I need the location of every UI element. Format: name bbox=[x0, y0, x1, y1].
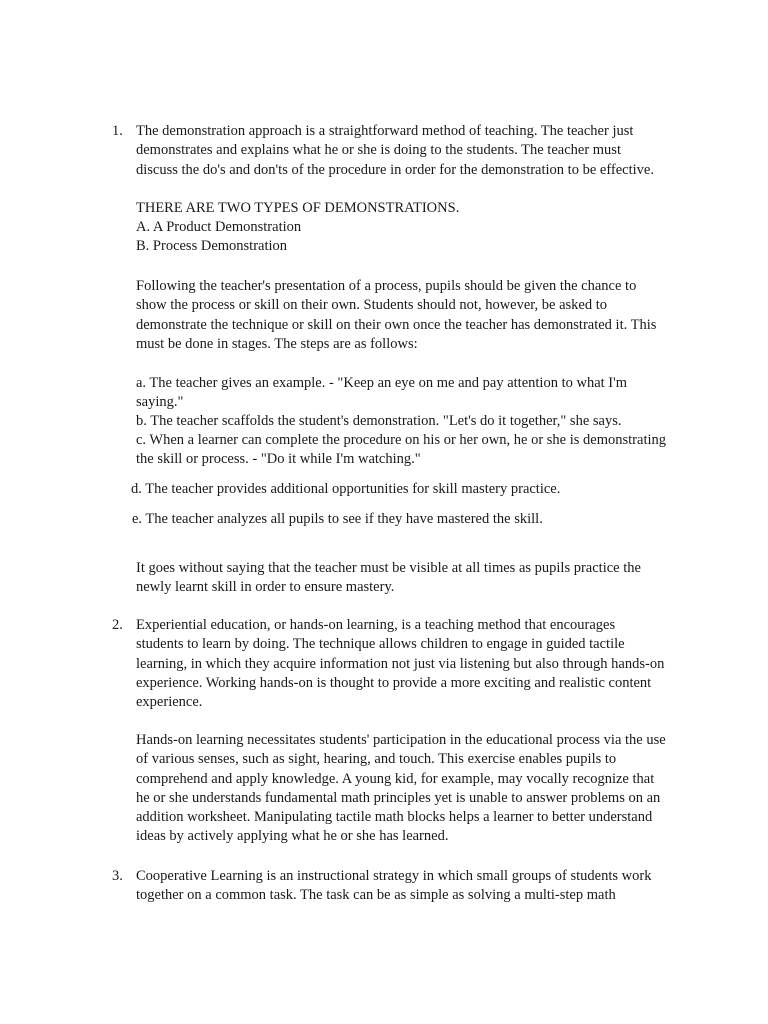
step-c: c. When a learner can complete the procedure on his or her own, he or she is demonstrating the skill or process. - "Do it while I'm watching." bbox=[136, 432, 667, 468]
item-number: 2. bbox=[112, 617, 123, 633]
closing-paragraph: It goes without saying that the teacher must be visible at all times as pupils practice the newly learnt skill in order to ensure mastery. bbox=[136, 560, 641, 596]
type-b: B. Process Demonstration bbox=[136, 238, 288, 254]
step-b: b. The teacher scaffolds the student's demonstration. "Let's do it together," she says. bbox=[136, 413, 622, 429]
step-e: e. The teacher analyzes all pupils to see if they have mastered the skill. bbox=[132, 511, 543, 527]
item-2-detail: Hands-on learning necessitates students' participation in the educational process via the use of various senses, such as sight, hearing, and touch. This exercise enables pupils to comprehend and apply knowledge. A young kid, for example, may vocally recognize that he or she understands fundamental math principles yet is unable to answer problems on an addition worksheet. Manipulating tactile math blocks helps a learner to better understand ideas by actively applying what he or she has learned. bbox=[136, 732, 666, 845]
type-a: A. A Product Demonstration bbox=[136, 219, 302, 235]
item-number: 1. bbox=[112, 123, 123, 139]
following-paragraph: Following the teacher's presentation of a process, pupils should be given the chance to show the process or skill on their own. Students should not, however, be asked to demonstrate the technique or skill on their own once the teacher has demonstrated it. This must be done in stages. The steps are as follows: bbox=[136, 278, 657, 352]
types-heading: THERE ARE TWO TYPES OF DEMONSTRATIONS. bbox=[136, 200, 460, 216]
item-2-intro: Experiential education, or hands-on learning, is a teaching method that encourages students to learn by doing. The technique allows children to engage in guided tactile learning, in which they acquire information not just via listening but also through hands-on experience. Working hands-on is thought to provide a more exciting and realistic content experience. bbox=[136, 617, 665, 711]
item-1-intro: The demonstration approach is a straightforward method of teaching. The teacher just demonstrates and explains what he or she is doing to the students. The teacher must discuss the do's and don'ts of the procedure in order for the demonstration to be effective. bbox=[136, 123, 654, 178]
step-a: a. The teacher gives an example. - "Keep an eye on me and pay attention to what I'm saying." bbox=[136, 375, 628, 411]
item-number: 3. bbox=[112, 868, 123, 884]
step-d: d. The teacher provides additional opportunities for skill mastery practice. bbox=[131, 481, 561, 497]
item-3-intro: Cooperative Learning is an instructional strategy in which small groups of students work together on a common task. The task can be as simple as solving a multi-step math bbox=[136, 868, 652, 904]
